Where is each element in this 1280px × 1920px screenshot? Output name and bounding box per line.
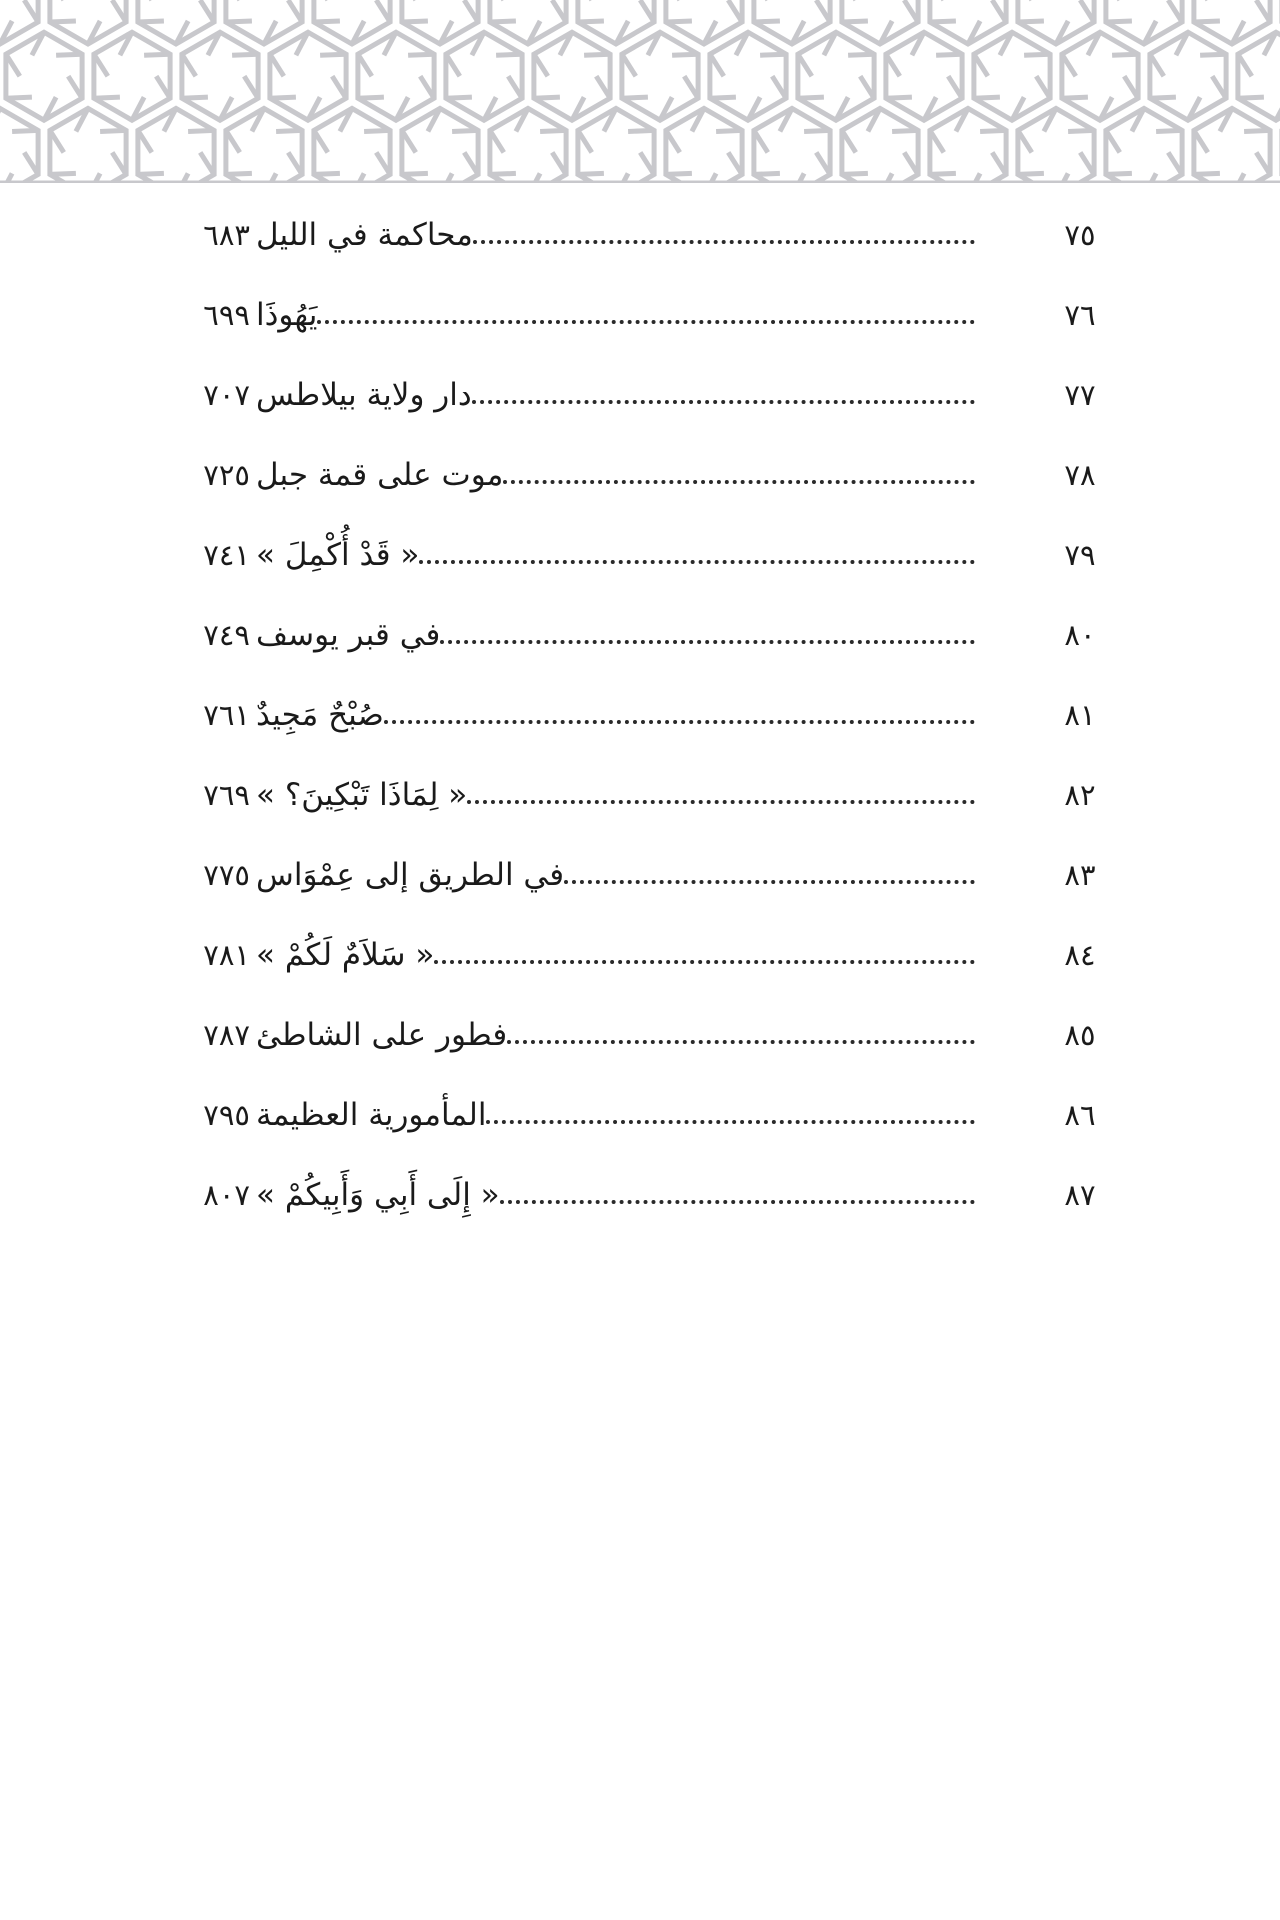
chapter-number: ٧٩	[1064, 538, 1096, 572]
toc-leader	[250, 213, 975, 257]
chapter-number: ٨٦	[1064, 1098, 1096, 1132]
toc-entry[interactable]	[0, 845, 1280, 905]
chapter-number: ٨٢	[1064, 778, 1096, 812]
chapter-title: فطور على الشاطئ	[256, 1017, 508, 1053]
toc-entry[interactable]	[0, 205, 1280, 265]
chapter-number: ٨٧	[1064, 1178, 1096, 1212]
chapter-number: ٨١	[1064, 698, 1096, 732]
dot-leader	[564, 880, 975, 884]
toc-leader	[250, 613, 975, 657]
chapter-number: ٨٠	[1064, 618, 1096, 652]
toc-leader	[250, 1173, 975, 1217]
chapter-number: ٧٦	[1064, 298, 1096, 332]
toc-entry[interactable]	[0, 1005, 1280, 1065]
dot-leader	[440, 640, 975, 644]
toc-entry[interactable]	[0, 605, 1280, 665]
dot-leader	[503, 480, 975, 484]
toc-entry[interactable]	[0, 525, 1280, 585]
dot-leader	[317, 320, 975, 324]
toc-leader	[250, 293, 975, 337]
page-number: ٧٢٥	[203, 458, 250, 492]
page-number: ٦٨٣	[203, 218, 250, 252]
chapter-title: « لِمَاذَا تَبْكِينَ؟ »	[256, 777, 468, 813]
chapter-title: دار ولاية بيلاطس	[256, 377, 472, 413]
chapter-title: « إِلَى أَبِي وَأَبِيكُمْ »	[256, 1177, 500, 1213]
toc-leader	[250, 373, 975, 417]
toc-leader	[250, 1013, 975, 1057]
chapter-number: ٧٥	[1064, 218, 1096, 252]
dot-leader	[472, 400, 975, 404]
page-number: ٦٩٩	[203, 298, 250, 332]
dot-leader	[434, 960, 975, 964]
toc-leader	[250, 533, 975, 577]
chapter-title: المأمورية العظيمة	[256, 1097, 487, 1133]
toc-leader	[250, 773, 975, 817]
page-number: ٨٠٧	[203, 1178, 250, 1212]
dot-leader	[500, 1200, 975, 1204]
dot-leader	[507, 1040, 975, 1044]
chapter-title: في الطريق إلى عِمْوَاس	[256, 857, 565, 893]
toc-leader	[250, 1093, 975, 1137]
toc-entry[interactable]	[0, 925, 1280, 985]
chapter-title: صُبْحٌ مَجِيدٌ	[256, 697, 384, 733]
toc-entry[interactable]	[0, 685, 1280, 745]
chapter-title: في قبر يوسف	[256, 617, 441, 653]
page-number: ٧٦٩	[203, 778, 250, 812]
chapter-number: ٨٤	[1064, 938, 1096, 972]
toc-entry[interactable]	[0, 1165, 1280, 1225]
toc-entry[interactable]	[0, 365, 1280, 425]
page-number: ٧٤١	[203, 538, 250, 572]
chapter-title: « قَدْ أُكْمِلَ »	[256, 537, 420, 573]
page-number: ٧٠٧	[203, 378, 250, 412]
chapter-number: ٧٧	[1064, 378, 1096, 412]
dot-leader	[384, 720, 975, 724]
dot-leader	[467, 800, 975, 804]
dot-leader	[419, 560, 975, 564]
toc-leader	[250, 453, 975, 497]
toc-entry[interactable]	[0, 445, 1280, 505]
dot-leader	[473, 240, 975, 244]
page-number: ٧٤٩	[203, 618, 250, 652]
page-number: ٧٨١	[203, 938, 250, 972]
toc-entry[interactable]	[0, 1085, 1280, 1145]
chapter-title: يَهُوذَا	[256, 297, 318, 333]
chapter-title: موت على قمة جبل	[256, 457, 504, 493]
toc-leader	[250, 693, 975, 737]
chapter-title: « سَلاَمٌ لَكُمْ »	[256, 937, 435, 973]
page-number: ٧٧٥	[203, 858, 250, 892]
page-number: ٧٩٥	[203, 1098, 250, 1132]
chapter-title: محاكمة في الليل	[256, 217, 473, 253]
dot-leader	[486, 1120, 975, 1124]
toc-entry[interactable]	[0, 285, 1280, 345]
chapter-number: ٨٣	[1064, 858, 1096, 892]
chapter-number: ٨٥	[1064, 1018, 1096, 1052]
chapter-number: ٧٨	[1064, 458, 1096, 492]
page-number: ٧٦١	[203, 698, 250, 732]
toc-entry[interactable]	[0, 765, 1280, 825]
page-number: ٧٨٧	[203, 1018, 250, 1052]
toc-leader	[250, 933, 975, 977]
toc-leader	[250, 853, 975, 897]
